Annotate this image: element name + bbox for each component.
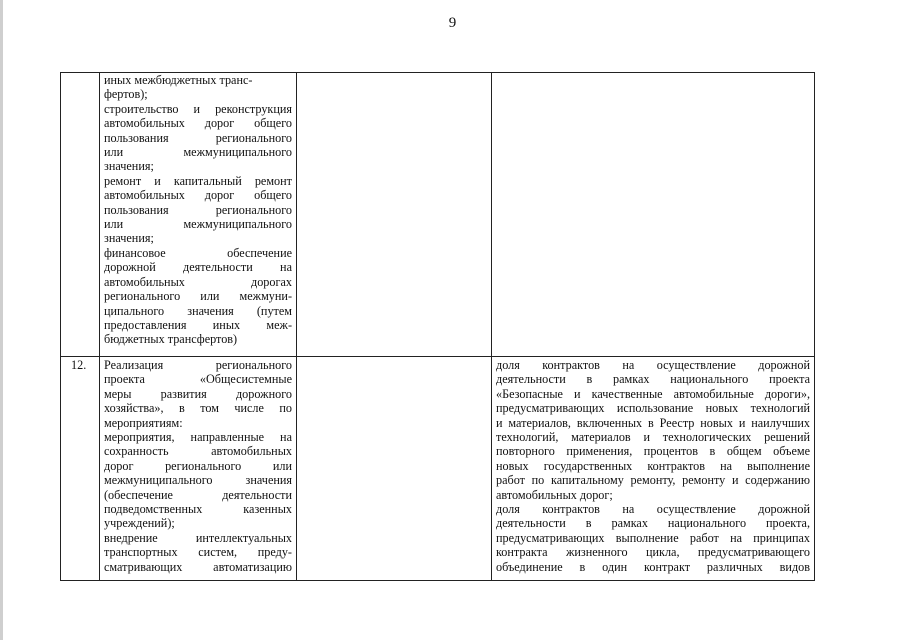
text-line: предусматривающих выполнение работ на принципах (496, 530, 810, 545)
text-line: объединение в один контракт различных видов (496, 559, 810, 574)
text-line: мероприятия, направленные на (104, 430, 292, 445)
text-line: сохранность автомобильных (104, 444, 292, 459)
text-line: доля контрактов на осуществление дорожной (496, 502, 810, 517)
text-line: Реализация регионального (104, 358, 292, 372)
text-line: предоставления иных меж- (104, 317, 292, 332)
table-row (61, 73, 815, 357)
activity-description-cell (100, 73, 297, 357)
activity-description (100, 73, 296, 347)
text-line: строительство и реконструкция (104, 101, 292, 116)
text-line: финансовое обеспечение (104, 245, 292, 260)
text-line: деятельности в рамках национального проекта, (496, 516, 810, 531)
activity-description-cell (100, 357, 297, 581)
text-line: транспортных систем, преду- (104, 545, 292, 560)
text-line: пользования регионального (104, 130, 292, 145)
text-line: меры развития дорожного (104, 386, 292, 401)
text-line: автомобильных дорог; (496, 487, 613, 502)
row-number (61, 73, 99, 74)
text-line: мероприятиям: (104, 415, 183, 430)
text-line: работ по капитальному ремонту, ремонту и содержанию (496, 473, 810, 488)
text-line: или межмуниципального (104, 145, 292, 160)
text-line: сматривающих автоматизацию (104, 559, 292, 574)
text-line: подведомственных казенных (104, 502, 292, 517)
text-line: контракта жизненного цикла, предусматривающего (496, 545, 810, 560)
text-line: технологий, материалов и технологических решений (496, 430, 810, 445)
scan-edge (0, 0, 3, 640)
text-line: и материалов, включенных в Реестр новых и наилучших (496, 415, 810, 430)
empty-cell (297, 357, 492, 581)
activity-description (100, 357, 296, 574)
text-line: ремонт и капитальный ремонт (104, 173, 292, 188)
text-line: автомобильных дорогах (104, 274, 292, 289)
text-line: (обеспечение деятельности (104, 487, 292, 502)
text-line: дорог регионального или (104, 458, 292, 473)
text-line: «Безопасные и качественные автомобильные дороги», (496, 386, 810, 401)
text-line: предусматривающих использование новых технологий (496, 401, 810, 416)
table-row (61, 357, 815, 581)
indicators-cell (492, 357, 815, 581)
text-line: хозяйства», в том числе по (104, 401, 292, 416)
row-number-cell (61, 357, 100, 581)
text-line: повторного применения, процентов в общем объеме (496, 444, 810, 459)
text-line: или межмуниципального (104, 217, 292, 232)
text-line: ципального значения (путем (104, 303, 292, 318)
text-line: деятельности в рамках национального проекта (496, 372, 810, 387)
text-line: бюджетных трансфертов) (104, 332, 238, 347)
text-line: учреждений); (104, 516, 175, 531)
text-line: дорожной деятельности на (104, 260, 292, 275)
row-number-cell (61, 73, 100, 357)
program-table (60, 72, 815, 581)
text-line: межмуниципального значения (104, 473, 292, 488)
text-line: иных межбюджетных транс- (104, 73, 253, 87)
row-number: 12. (71, 358, 87, 372)
text-line: автомобильных дорог общего (104, 188, 292, 203)
text-line: значения; (104, 231, 154, 246)
text-line: автомобильных дорог общего (104, 116, 292, 131)
text-line: фертов); (104, 87, 148, 102)
text-line: значения; (104, 159, 154, 174)
text-line: регионального или межмуни- (104, 289, 292, 304)
indicators-text (492, 357, 814, 574)
text-line: доля контрактов на осуществление дорожной (496, 358, 810, 372)
text-line: проекта «Общесистемные (104, 372, 292, 387)
page-number: 9 (448, 15, 457, 31)
text-line: новых государственных контрактов на выполнение (496, 458, 810, 473)
text-line: пользования регионального (104, 202, 292, 217)
empty-cell (297, 73, 492, 357)
text-line: внедрение интеллектуальных (104, 530, 292, 545)
indicators-cell (492, 73, 815, 357)
